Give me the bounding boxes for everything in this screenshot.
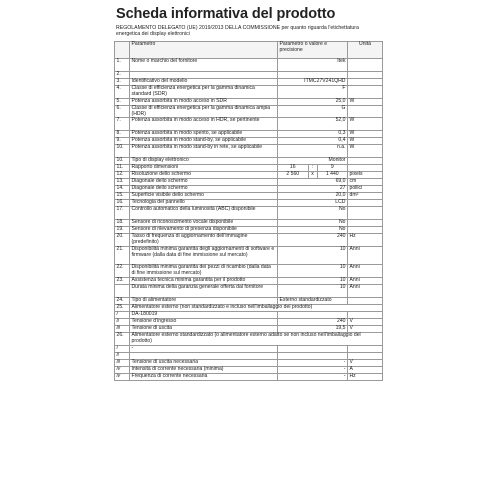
row-unit: cm xyxy=(348,179,383,186)
row-value: No xyxy=(278,219,348,226)
row-unit: V xyxy=(348,318,383,325)
row-unit: W xyxy=(348,145,383,158)
row-value: 0,4 xyxy=(278,138,348,145)
row-value: - xyxy=(278,366,348,373)
row-unit: W xyxy=(348,118,383,131)
row-param: Potenza assorbita in modo stand-by in rete, se applicabile xyxy=(130,145,278,158)
row-param: Assistenza tecnica minima garantita per il prodotto xyxy=(130,278,278,285)
row-unit: Anni xyxy=(348,265,383,278)
row-value: F xyxy=(278,85,348,98)
row-param: Diagonale dello schermo xyxy=(130,186,278,193)
row-num: i xyxy=(115,345,130,352)
row-param: Disponibilità minima garantita degli aggiornamenti di software e firmware (dalla data di fine immissione sul mercato) xyxy=(130,246,278,265)
row-num: iii xyxy=(115,359,130,366)
row-num: 15. xyxy=(115,193,130,200)
row-param: Tipo di alimentatore xyxy=(130,297,278,304)
row-num: 23. xyxy=(115,278,130,285)
row-param: Tipo di display elettronico xyxy=(130,158,278,165)
row-num: 5. xyxy=(115,98,130,105)
row-unit: Hz xyxy=(348,233,383,246)
row-unit: Anni xyxy=(348,246,383,265)
row-unit xyxy=(348,158,383,165)
row-param: Controllo automatico della luminosità (ABC) disponibile xyxy=(130,207,278,220)
row-value-part: 9 xyxy=(330,164,334,171)
row-unit xyxy=(348,200,383,207)
table-row xyxy=(115,345,383,352)
row-num: 24. xyxy=(115,297,130,304)
row-num: 8. xyxy=(115,131,130,138)
row-value xyxy=(278,352,348,359)
row-num: 18. xyxy=(115,219,130,226)
row-num: iii xyxy=(115,325,130,332)
table-row xyxy=(115,145,383,158)
row-unit xyxy=(348,297,383,304)
row-param: DA-180019 xyxy=(130,311,278,318)
row-unit xyxy=(348,78,383,85)
row-num: 21. xyxy=(115,246,130,265)
row-unit xyxy=(348,59,383,72)
table-row xyxy=(115,246,383,265)
row-value-part: x xyxy=(308,172,318,178)
row-value xyxy=(278,345,348,352)
row-param: Alimentatore esterno (non standardizzato e incluso nell'imballaggio del prodotto) xyxy=(130,304,383,311)
row-param: Tensione d'ingresso xyxy=(130,318,278,325)
row-num xyxy=(115,285,130,298)
row-unit xyxy=(348,85,383,98)
row-value: 10 xyxy=(278,246,348,265)
header-value: Parametro o valore e precisione xyxy=(278,42,348,59)
row-param: Potenza assorbita in modo acceso in SDR xyxy=(130,98,278,105)
spec-table xyxy=(114,41,383,381)
row-param: Tensione di uscita xyxy=(130,325,278,332)
row-unit: dm² xyxy=(348,193,383,200)
row-num: 2. xyxy=(115,71,130,78)
row-num: 4. xyxy=(115,85,130,98)
header-num xyxy=(115,42,130,59)
row-num: ii xyxy=(115,318,130,325)
row-num: 22. xyxy=(115,265,130,278)
row-value: 27 xyxy=(278,186,348,193)
table-body xyxy=(115,59,383,381)
row-value: 10 xyxy=(278,278,348,285)
row-param: Identificativo del modello xyxy=(130,78,278,85)
row-num: 14. xyxy=(115,186,130,193)
row-unit: A xyxy=(348,366,383,373)
row-unit: pixels xyxy=(348,172,383,179)
row-value: 69,0 xyxy=(278,179,348,186)
row-num: 9. xyxy=(115,138,130,145)
document-subtitle: REGOLAMENTO DELEGATO (UE) 2019/2013 DELLA COMMISSIONE per quanto riguarda l'etichettatura energetica dei display elettronici xyxy=(116,25,359,37)
row-value: Esterno standardizzato xyxy=(278,297,348,304)
row-unit: W xyxy=(348,131,383,138)
row-param: Intensità di corrente necessaria (minima) xyxy=(130,366,278,373)
row-param: Frequenza di corrente necessaria xyxy=(130,373,278,380)
row-unit xyxy=(348,71,383,78)
row-unit: W xyxy=(348,98,383,105)
row-value-part: 1 440 xyxy=(325,171,339,178)
row-param: Diagonale dello schermo xyxy=(130,179,278,186)
row-value: 240 xyxy=(278,318,348,325)
table-row xyxy=(115,207,383,220)
product-info-sheet xyxy=(114,6,384,381)
row-param: Tecnologia del pannello xyxy=(130,200,278,207)
row-param: Classe di efficienza energetica per la gamma dinamica ampia (HDR) xyxy=(130,105,278,118)
row-param: Tensione di uscita necessaria xyxy=(130,359,278,366)
row-num: 17. xyxy=(115,207,130,220)
row-num: i xyxy=(115,311,130,318)
row-num: 10. xyxy=(115,145,130,158)
row-value: 20,0 xyxy=(278,193,348,200)
row-param: Potenza assorbita in modo stand-by, se applicabile xyxy=(130,138,278,145)
row-unit: Hz xyxy=(348,373,383,380)
row-value: LCD xyxy=(278,200,348,207)
table-row xyxy=(115,118,383,131)
row-unit: pollici xyxy=(348,186,383,193)
header-param: Parametro xyxy=(130,42,278,59)
row-param: Sensore di rilevamento di presenza disponibile xyxy=(130,226,278,233)
row-param: Classe di efficienza energetica per la gamma dinamica standard (SDR) xyxy=(130,85,278,98)
row-num: iv xyxy=(115,366,130,373)
header-unit: Unità xyxy=(348,42,383,59)
row-num: 26. xyxy=(115,332,130,345)
table-row xyxy=(115,59,383,72)
row-param: Risoluzione dello schermo xyxy=(130,172,278,179)
row-unit: V xyxy=(348,325,383,332)
table-row xyxy=(115,332,383,345)
table-row xyxy=(115,265,383,278)
row-param: Tasso di frequenza di aggiornamento dell'immagine (predefinito) xyxy=(130,233,278,246)
row-value: 25,0 xyxy=(278,98,348,105)
row-value-part: : xyxy=(308,165,318,171)
row-unit xyxy=(348,345,383,352)
row-param: - xyxy=(130,345,278,352)
row-unit xyxy=(348,207,383,220)
row-value-part: 16 xyxy=(289,164,296,171)
row-param: Nome o marchio del fornitore xyxy=(130,59,278,72)
table-row xyxy=(115,105,383,118)
row-value: 10 xyxy=(278,285,348,298)
row-num: 19. xyxy=(115,226,130,233)
row-param: Disponibilità minima garantita dei pezzi di ricambio (dalla data di fine immissione sul mercato) xyxy=(130,265,278,278)
row-value: No xyxy=(278,226,348,233)
row-num: 20. xyxy=(115,233,130,246)
row-unit: Anni xyxy=(348,278,383,285)
row-param: Sensore di riconoscimento vocale disponibile xyxy=(130,219,278,226)
table-row xyxy=(115,285,383,298)
row-value: 19,5 xyxy=(278,325,348,332)
row-unit: V xyxy=(348,359,383,366)
table-row xyxy=(115,233,383,246)
row-value: - xyxy=(278,373,348,380)
row-value: G xyxy=(278,105,348,118)
row-value: 240 xyxy=(278,233,348,246)
row-num: 13. xyxy=(115,179,130,186)
row-value: 10 xyxy=(278,265,348,278)
row-num: iv xyxy=(115,373,130,380)
row-value: ITMC27V241QHD xyxy=(278,78,348,85)
row-param: Rapporto dimensioni xyxy=(130,165,278,172)
row-value: - xyxy=(278,359,348,366)
row-num: 10. xyxy=(115,158,130,165)
row-num: 16. xyxy=(115,200,130,207)
row-num: 7. xyxy=(115,118,130,131)
row-value: 0,3 xyxy=(278,131,348,138)
row-unit: W xyxy=(348,138,383,145)
row-value: 52,0 xyxy=(278,118,348,131)
row-num: 11. xyxy=(115,165,130,172)
row-num: 3. xyxy=(115,78,130,85)
row-num: 25. xyxy=(115,304,130,311)
row-unit xyxy=(348,219,383,226)
row-param: Potenza assorbita in modo spento, se applicabile xyxy=(130,131,278,138)
row-param: Superficie visibile dello schermo xyxy=(130,193,278,200)
row-value: No xyxy=(278,207,348,220)
row-value: Itek xyxy=(278,59,348,72)
row-value-part: 2 560 xyxy=(286,171,300,178)
row-param: Durata minima della garanzia generale offerta dal fornitore xyxy=(130,285,278,298)
row-num: 1. xyxy=(115,59,130,72)
row-value: n.a. xyxy=(278,145,348,158)
row-num: 12. xyxy=(115,172,130,179)
row-param: Potenza assorbita in modo acceso in HDR, se pertinente xyxy=(130,118,278,131)
table-row xyxy=(115,85,383,98)
table-header-row xyxy=(115,42,383,59)
row-num: 6. xyxy=(115,105,130,118)
row-unit: Anni xyxy=(348,285,383,298)
row-param: Alimentatore esterno standardizzato (o alimentatore esterno adatto se non incluso nell'imballaggio del prodotto) xyxy=(130,332,383,345)
row-num: ii xyxy=(115,352,130,359)
row-value: Monitor xyxy=(278,158,348,165)
document-title: Scheda informativa del prodotto xyxy=(116,6,336,22)
row-unit xyxy=(348,105,383,118)
table-row xyxy=(115,373,383,380)
